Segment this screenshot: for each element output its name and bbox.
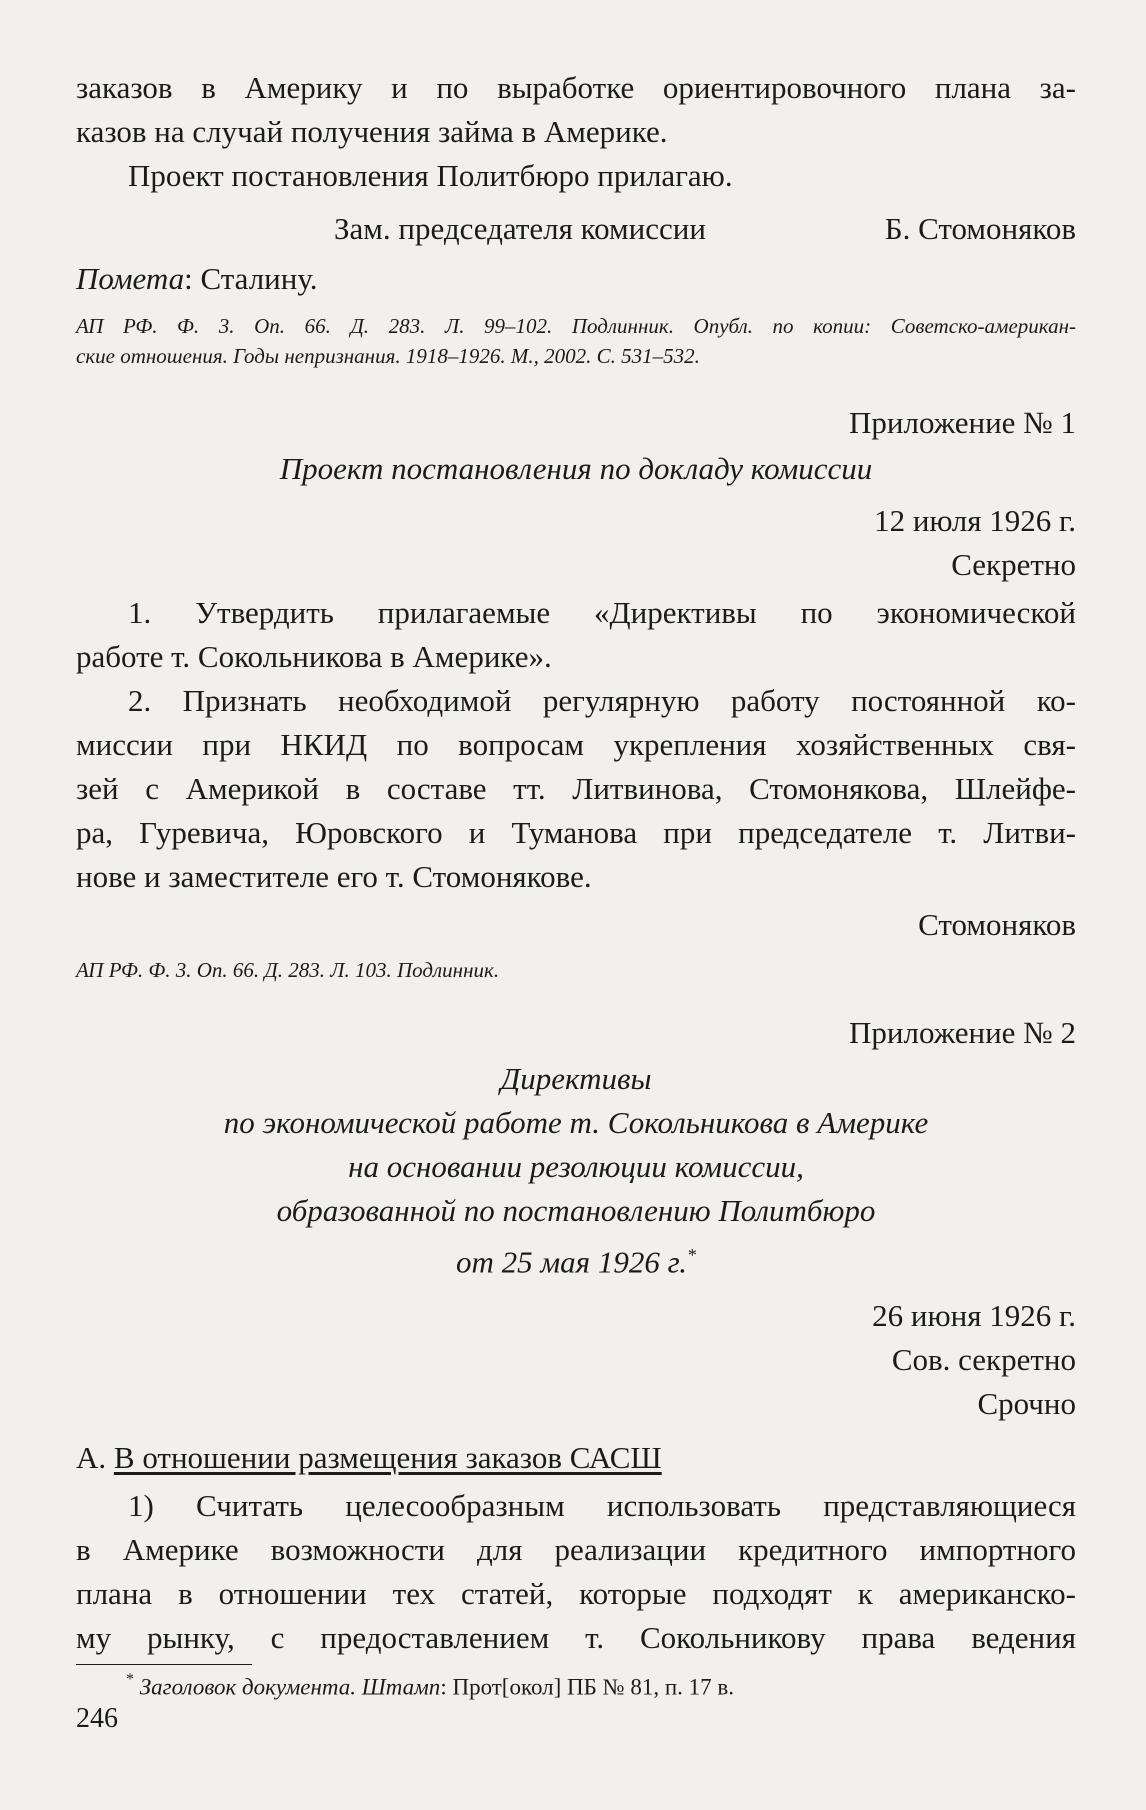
annotation bbox=[76, 257, 1076, 301]
title-date: от 25 мая 1926 г. bbox=[455, 1244, 688, 1280]
paragraph-line: зей с Америкой в составе тт. Литвинова, Стомонякова, Шлейфе- bbox=[76, 771, 1076, 806]
footnote-mark: * bbox=[687, 1245, 697, 1265]
section-heading bbox=[76, 1436, 1076, 1480]
footnote-label: Заголовок документа. Штамп bbox=[139, 1674, 441, 1700]
paragraph-line: му рынку, с предоставлением т. Сокольникову права ведения bbox=[76, 1620, 1076, 1656]
paragraph-line: в Америке возможности для реализации кредитного импортного bbox=[76, 1532, 1076, 1568]
classification-stamp: Сов. секретно bbox=[891, 1342, 1076, 1378]
signature: Стомоняков bbox=[918, 907, 1076, 942]
annotation-text: : Сталину. bbox=[184, 261, 318, 296]
document-date: 12 июля 1926 г. bbox=[874, 503, 1076, 538]
section-title: В отношении размещения заказов САСШ bbox=[113, 1440, 662, 1476]
paragraph-line: ра, Гуревича, Юровского и Туманова при председателе т. Литви- bbox=[76, 815, 1076, 850]
archival-source: ские отношения. Годы непризнания. 1918–1926. М., 2002. С. 531–532. bbox=[76, 344, 700, 368]
appendix-title: Проект постановления по докладу комиссии bbox=[279, 451, 873, 486]
footnote bbox=[76, 1667, 1076, 1703]
urgency-stamp: Срочно bbox=[977, 1386, 1076, 1422]
footnote-divider bbox=[76, 1664, 252, 1665]
appendix-label: Приложение № 1 bbox=[849, 405, 1076, 440]
title-line bbox=[76, 1233, 1076, 1284]
archival-source: АП РФ. Ф. 3. Оп. 66. Д. 283. Л. 103. Подлинник. bbox=[76, 958, 500, 982]
appendix-label: Приложение № 2 bbox=[849, 1015, 1076, 1050]
classification-stamp: Секретно bbox=[951, 547, 1076, 582]
archival-source: АП РФ. Ф. 3. Оп. 66. Д. 283. Л. 99–102. Подлинник. Опубл. по копии: Советско-американ- bbox=[76, 314, 1076, 338]
paragraph-line: работе т. Сокольникова в Америке». bbox=[76, 639, 552, 674]
paragraph-line: заказов в Америку и по выработке ориентировочного плана за- bbox=[76, 70, 1076, 105]
annotation-label: Помета bbox=[76, 261, 185, 296]
title-line: Директивы bbox=[500, 1061, 652, 1096]
footnote-mark: * bbox=[126, 1671, 134, 1689]
footnote-text: : Прот[окол] ПБ № 81, п. 17 в. bbox=[440, 1674, 734, 1700]
paragraph-line: миссии при НКИД по вопросам укрепления хозяйственных свя- bbox=[76, 727, 1076, 762]
attachment-note: Проект постановления Политбюро прилагаю. bbox=[128, 158, 733, 193]
paragraph-line: 1) Считать целесообразным использовать представляющиеся bbox=[128, 1488, 1076, 1524]
text-column bbox=[76, 66, 1076, 1703]
signer-name: Б. Стомоняков bbox=[884, 211, 1076, 246]
signature-line bbox=[76, 207, 1076, 251]
paragraph-line: 2. Признать необходимой регулярную работу постоянной ко- bbox=[128, 683, 1076, 718]
title-line: образованной по постановлению Политбюро bbox=[276, 1193, 876, 1228]
page-number: 246 bbox=[76, 1703, 118, 1734]
title-line: на основании резолюции комиссии, bbox=[348, 1149, 804, 1184]
signer-role: Зам. председателя комиссии bbox=[334, 211, 706, 246]
document-date: 26 июня 1926 г. bbox=[872, 1298, 1076, 1334]
section-prefix: А. bbox=[76, 1440, 107, 1476]
paragraph-line: нове и заместителе его т. Стомонякове. bbox=[76, 859, 592, 894]
title-line: по экономической работе т. Сокольникова в Америке bbox=[223, 1105, 929, 1140]
appendix-title bbox=[76, 1057, 1076, 1284]
paragraph-line: плана в отношении тех статей, которые подходят к американско- bbox=[76, 1576, 1076, 1612]
paragraph-line: казов на случай получения займа в Америке. bbox=[76, 114, 668, 149]
paragraph-line: 1. Утвердить прилагаемые «Директивы по экономической bbox=[128, 595, 1076, 630]
